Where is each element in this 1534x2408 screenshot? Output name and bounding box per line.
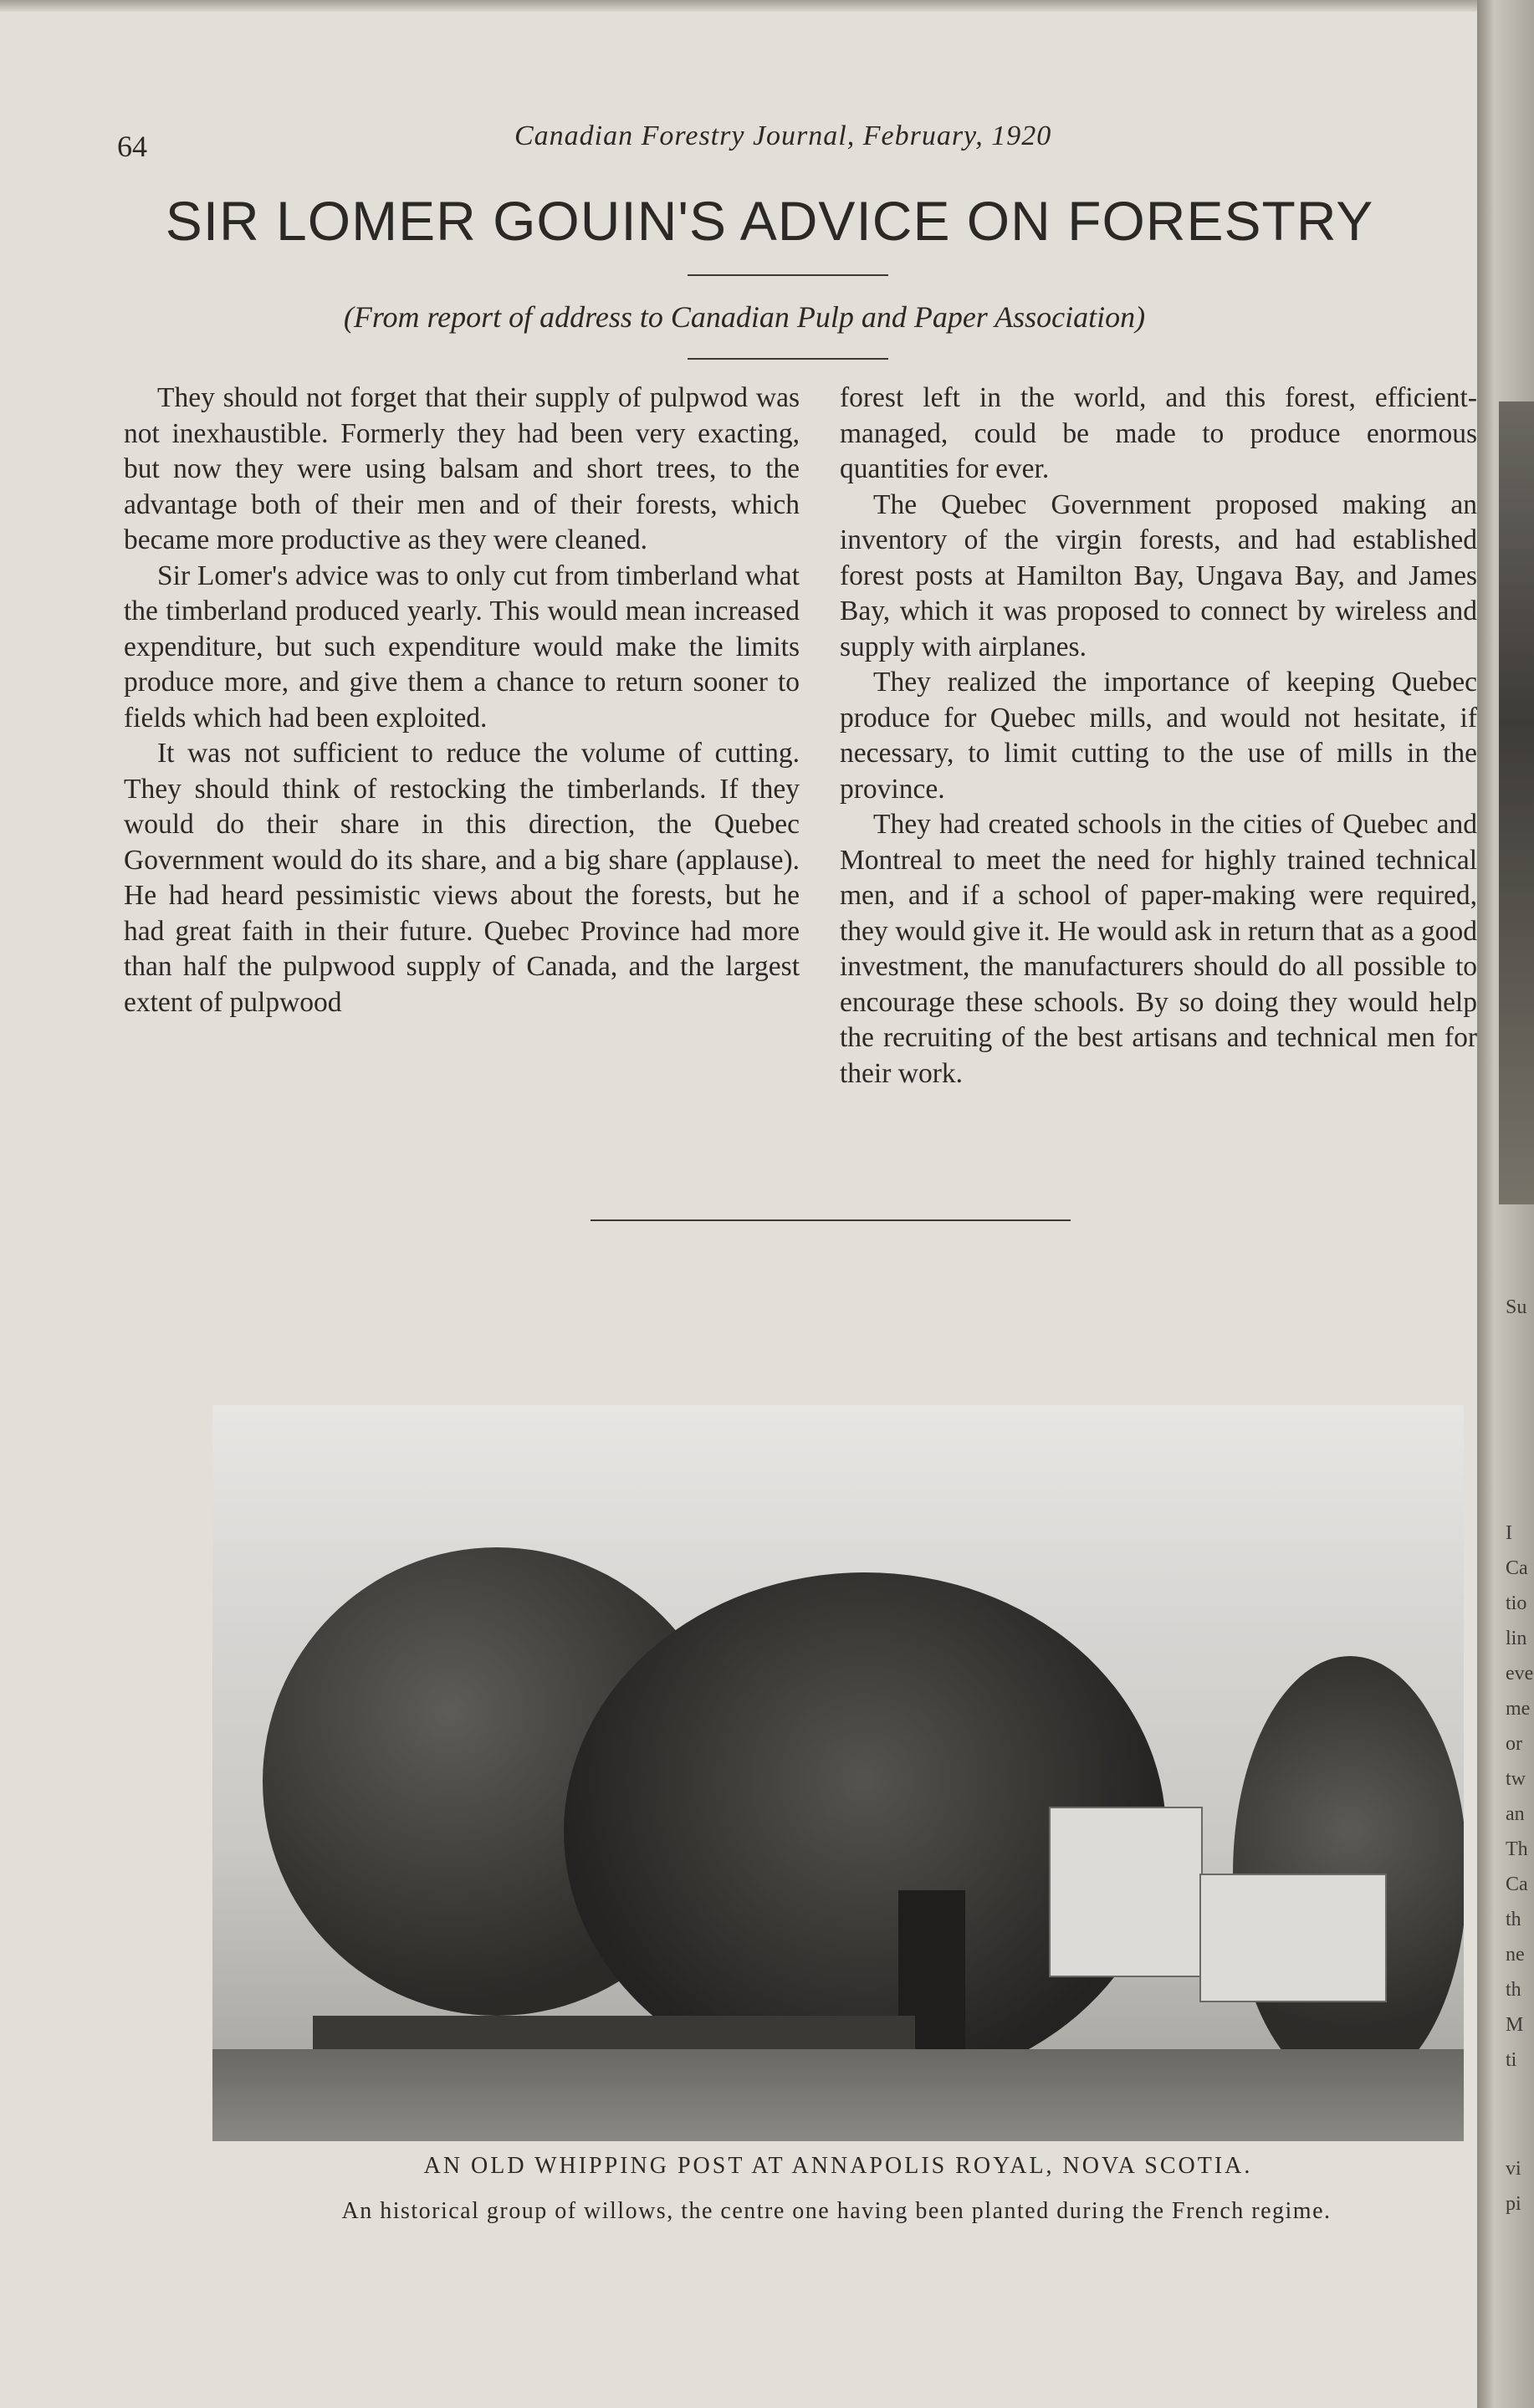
article-subtitle: (From report of address to Canadian Pulp and Paper Association)	[343, 300, 1146, 334]
page-number: 64	[117, 130, 147, 163]
adjacent-page-text: M	[1506, 2014, 1524, 2036]
right-column	[840, 381, 1477, 1092]
adjacent-page-text: Ca	[1506, 1557, 1528, 1579]
adjacent-page-text: tw	[1506, 1768, 1526, 1790]
paragraph: They had created schools in the cities of Quebec and Montreal to meet the need for highly trained technical men, and if a school of paper-making were required, they would give it. He would ask in return that as a good investment, the manufacturers should do all possible to encourage these schools. By so doing they would help the recruiting of the best artisans and technical men for their work.	[840, 809, 1477, 1089]
adjacent-page-text: me	[1506, 1698, 1531, 1720]
adjacent-page-text: th	[1506, 1979, 1521, 2001]
adjacent-page-text: Su	[1506, 1296, 1527, 1318]
page-top-edge	[0, 0, 1477, 12]
house	[1049, 1807, 1203, 1977]
photograph-willows	[212, 1405, 1464, 2141]
paragraph: Sir Lomer's advice was to only cut from timberland what the timberland produced yearly. This would mean increased expenditure, but such expenditure would make the limits produce more, and give them a chance to return sooner to fields which had been exploited.	[124, 560, 800, 734]
left-column	[124, 381, 800, 1020]
adjacent-page-text: lin	[1506, 1628, 1527, 1649]
adjacent-page-text: an	[1506, 1803, 1525, 1825]
adjacent-page-text: pi	[1506, 2193, 1521, 2215]
photo-caption-title: AN OLD WHIPPING POST AT ANNAPOLIS ROYAL, NOVA SCOTIA.	[423, 2153, 1253, 2179]
adjacent-page-text: ne	[1506, 1944, 1525, 1966]
adjacent-page-text: eve	[1506, 1663, 1534, 1685]
paragraph: It was not sufficient to reduce the volume of cutting. They should think of restocking the timberlands. If they would do their share in this direction, the Quebec Government would do its share, and a big share (applause). He had heard pessimistic views about the forests, but he had great faith in their future. Quebec Province had more than half the pulpwood supply of Canada, and the largest extent of pulpwood	[124, 738, 800, 1018]
paragraph: forest left in the world, and this forest, efficient-managed, could be made to produce enormous quantities for ever.	[840, 382, 1477, 484]
adjacent-page-photo	[1499, 401, 1534, 1204]
adjacent-page-text: tio	[1506, 1593, 1527, 1614]
subtitle-rule	[688, 358, 888, 360]
title-rule	[688, 274, 888, 276]
running-header: Canadian Forestry Journal, February, 1920	[514, 120, 1052, 151]
article-title: SIR LOMER GOUIN'S ADVICE ON FORESTRY	[165, 190, 1374, 252]
section-divider	[591, 1219, 1071, 1221]
adjacent-page-text: Th	[1506, 1838, 1528, 1860]
photo-caption-text: An historical group of willows, the centre one having been planted during the French regime.	[341, 2198, 1332, 2224]
adjacent-page-text: Ca	[1506, 1874, 1528, 1895]
adjacent-page-text: vi	[1506, 2158, 1521, 2180]
paragraph: They should not forget that their supply of pulpwod was not inexhaustible. Formerly they had been very exacting, but now they were using balsam and short trees, to the advantage both of their men and of their forests, which became more productive as they were cleaned.	[124, 382, 800, 555]
paragraph: The Quebec Government proposed making an inventory of the virgin forests, and had established forest posts at Hamilton Bay, Ungava Bay, and James Bay, which it was proposed to connect by wireless and supply with airplanes.	[840, 488, 1477, 662]
ground	[212, 2049, 1464, 2141]
paragraph: They realized the importance of keeping Quebec produce for Quebec mills, and would not hesitate, if necessary, to limit cutting to the use of mills in the province.	[840, 667, 1477, 805]
adjacent-page-text: I	[1506, 1522, 1512, 1544]
adjacent-page-text: ti	[1506, 2049, 1517, 2071]
adjacent-page-text: th	[1506, 1909, 1521, 1930]
adjacent-page-text: or	[1506, 1733, 1522, 1755]
house	[1199, 1874, 1387, 2002]
